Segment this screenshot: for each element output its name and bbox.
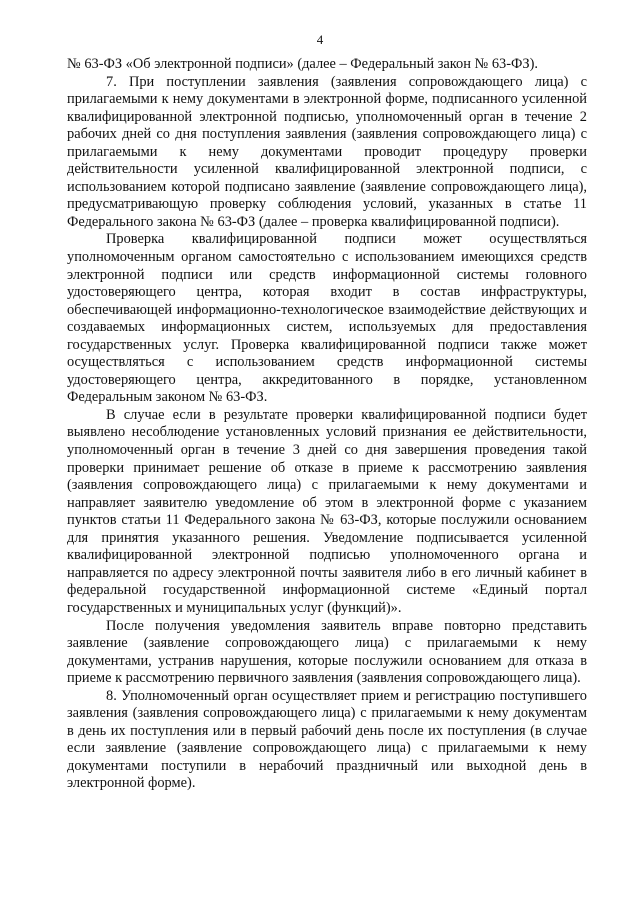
paragraph-item-8: 8. Уполномоченный орган осуществляет прием и регистрацию поступившего заявления (заявления сопровождающего лица) с прилагаемыми к нему документам в день их поступления или в первый рабочий день после их поступления (в случае если заявление (заявление сопровождающего лица) с прилагаемыми к нему документами поступили в нерабочий праздничный или выходной день в электронной форме). [67, 687, 587, 792]
page-number: 4 [316, 32, 324, 47]
paragraph-signature-check: Проверка квалифицированной подписи может осуществляться уполномоченным органом самостоятельно с использованием имеющихся средств электронной подписи или средств информационной системы головного удостоверяющего центра, которая входит в состав инфраструктуры, обеспечивающей информационно-технологическое взаимодействие действующих и создаваемых информационных систем, используемых для предоставления государственных услуг. Проверка квалифицированной подписи также может осуществляться с использованием средств информационной системы удостоверяющего центра, аккредитованного в порядке, установленном Федеральным законом № 63-ФЗ. [67, 231, 587, 406]
document-body [67, 56, 587, 793]
paragraph-resubmission: После получения уведомления заявитель вправе повторно представить заявление (заявление сопровождающего лица) с прилагаемыми к нему документами, устранив нарушения, которые послужили основанием для отказа в приеме к рассмотрению первичного заявления (заявления сопровождающего лица). [67, 617, 587, 687]
paragraph-refusal: В случае если в результате проверки квалифицированной подписи будет выявлено несоблюдение установленных условий признания ее действительности, уполномоченный орган в течение 3 дней со дня завершения проведения такой проверки принимает решение об отказе в приеме к рассмотрению заявления (заявления сопровождающего лица) с прилагаемыми к нему документами и направляет заявителю уведомление об этом в электронной форме с указанием пунктов статьи 11 Федерального закона № 63-ФЗ, которые послужили основанием для принятия указанного решения. Уведомление подписывается усиленной квалифицированной электронной подписью уполномоченного органа и направляется по адресу электронной почты заявителя либо в его личный кабинет в федеральной государственной информационной системе «Единый портал государственных и муниципальных услуг (функций)». [67, 406, 587, 616]
paragraph-continuation: № 63-ФЗ «Об электронной подписи» (далее – Федеральный закон № 63-ФЗ). [67, 56, 538, 72]
paragraph-item-7: 7. При поступлении заявления (заявления сопровождающего лица) с прилагаемыми к нему документами в электронной форме, подписанного усиленной квалифицированной электронной подписью, уполномоченный орган в течение 2 рабочих дней со дня поступления заявления (заявления сопровождающего лица) с прилагаемыми к нему документами проводит процедуру проверки действительности усиленной квалифицированной электронной подписи, с использованием которой подписано заявление (заявление сопровождающего лица), предусматривающую проверку соблюдения условий, указанных в статье 11 Федерального закона № 63-ФЗ (далее – проверка квалифицированной подписи). [67, 73, 587, 230]
